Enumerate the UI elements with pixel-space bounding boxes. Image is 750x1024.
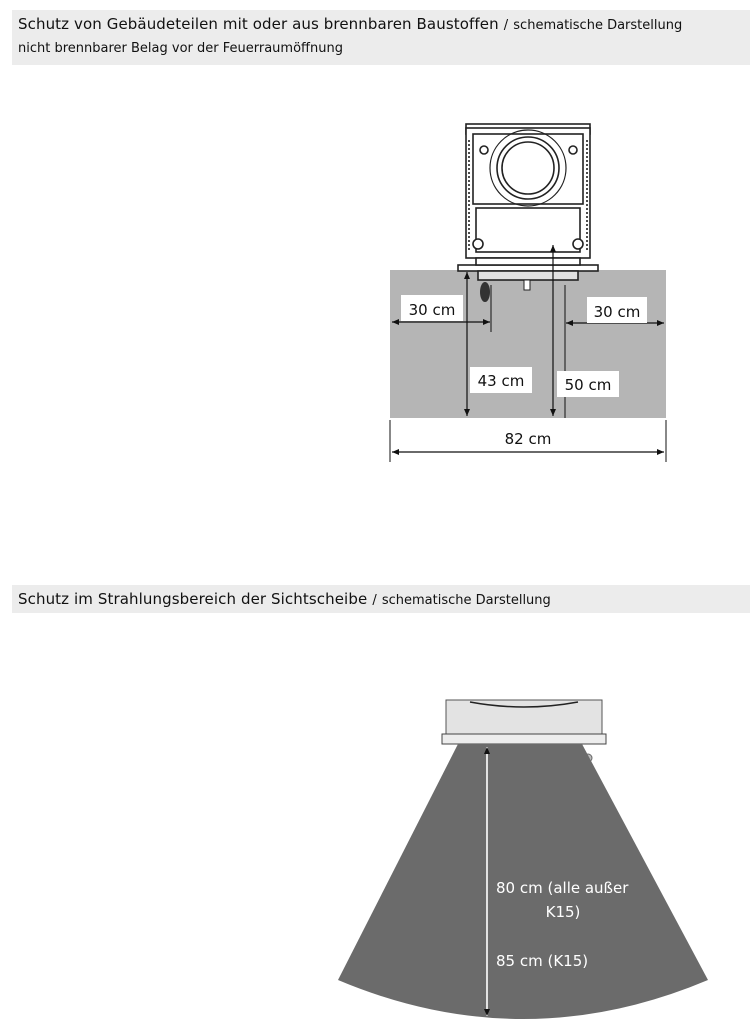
section-title: Schutz im Strahlungsbereich der Sichtscheibe [18,590,368,608]
width-label: 82 cm [504,430,552,448]
stove-base-plate [442,734,606,744]
radius-label-all-except-k15: 80 cm (alle außer [496,879,629,897]
radius-label-all-except-k15-line2: K15) [545,903,581,921]
section-subtitle: schematische Darstellung [381,593,551,608]
stove-outline-icon [458,124,598,280]
right-offset-label: 30 cm [593,303,641,321]
radius-label-k15: 85 cm (K15) [496,952,589,970]
depth-left-label: 43 cm [477,372,525,390]
left-offset-label: 30 cm [408,301,456,319]
section-subtitle: schematische Darstellung [513,18,683,33]
section-caption: nicht brennbarer Belag vor der Feuerraumöffnung [18,41,343,56]
floor-plate [390,270,666,418]
floor-protection-diagram [390,124,666,462]
handle-icon [480,282,490,302]
radiation-zone-diagram [338,700,708,1019]
separator: / [372,593,377,608]
separator: / [503,18,509,33]
stove-front-icon [446,700,602,734]
depth-center-label: 50 cm [564,376,612,394]
section-title: Schutz von Gebäudeteilen mit oder aus brennbaren Baustoffen [18,15,499,33]
latch-icon [524,280,530,290]
